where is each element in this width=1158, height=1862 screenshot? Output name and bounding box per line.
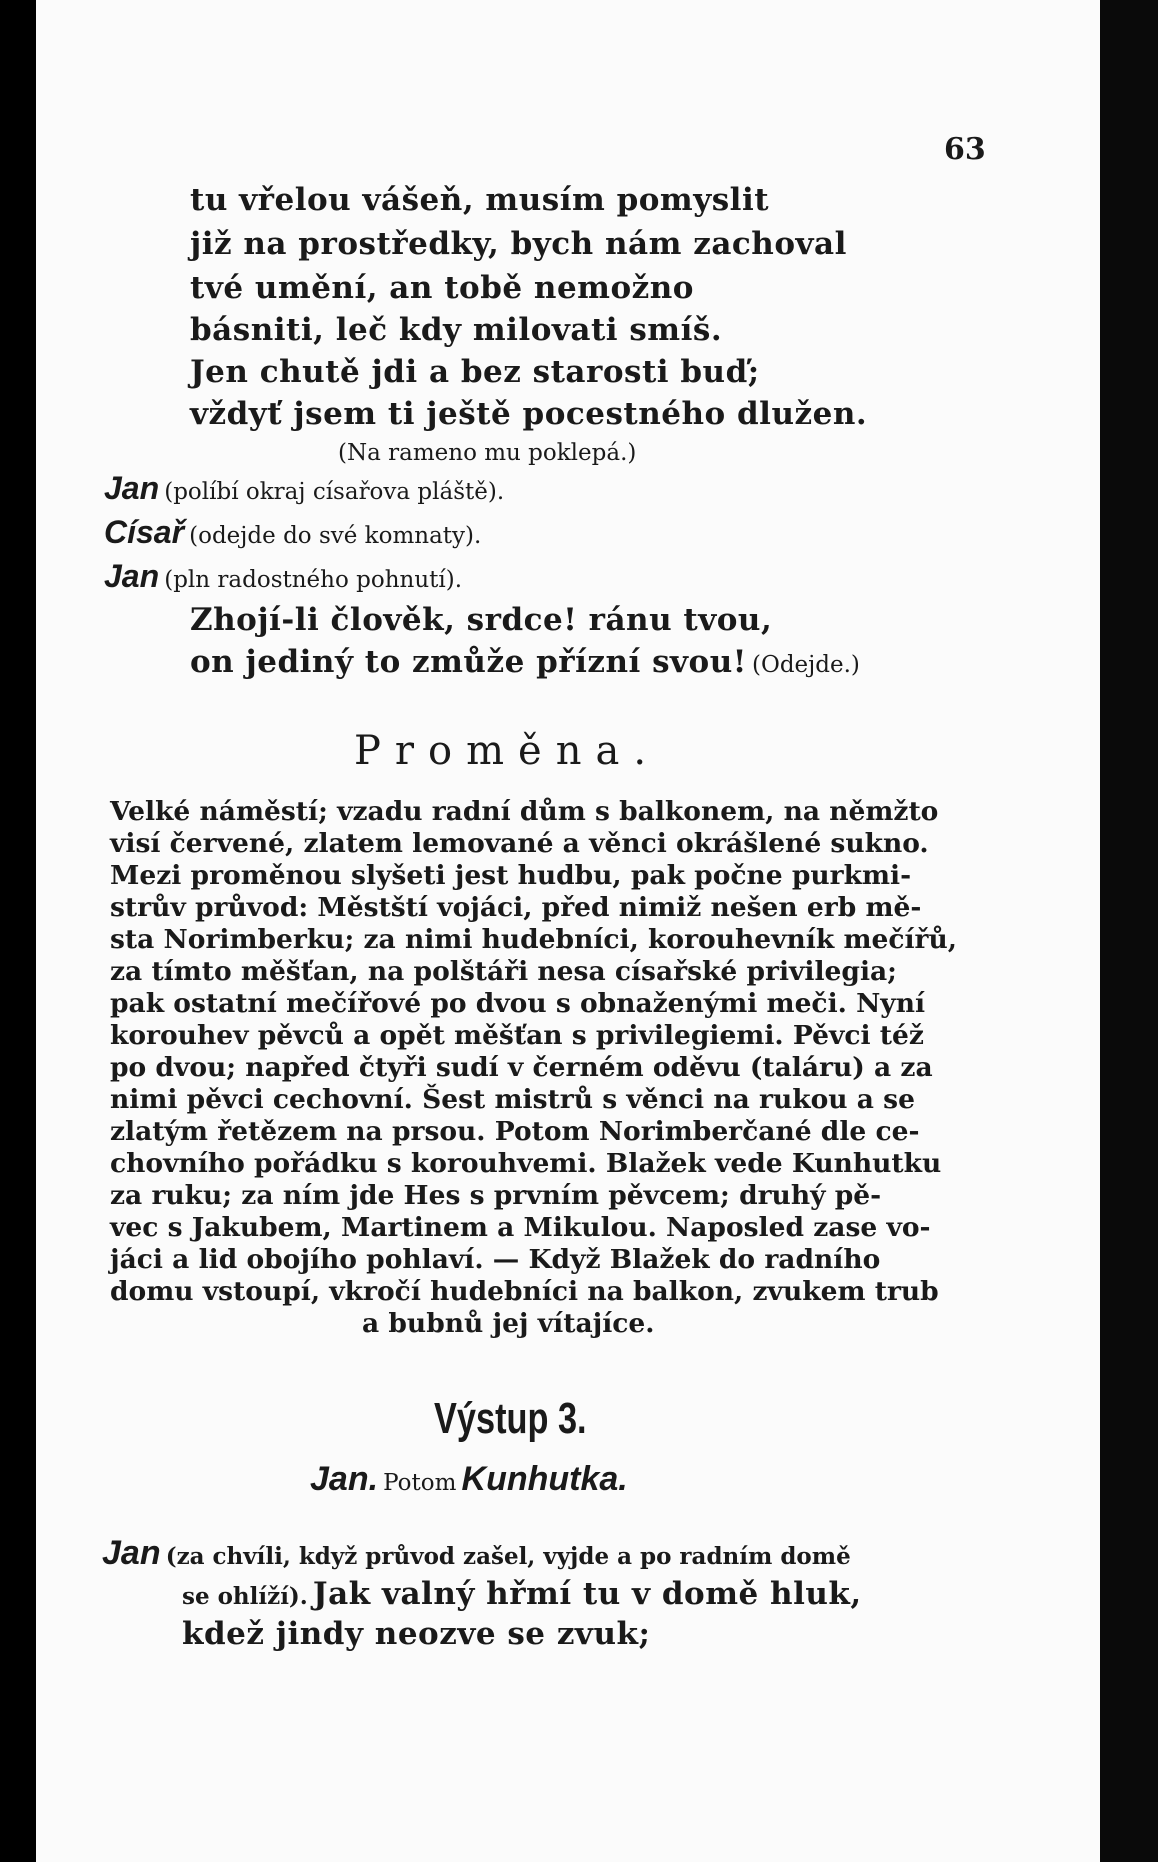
verse-line: Zhojí-li člověk, srdce! ránu tvou, <box>190 602 773 638</box>
stage-direction: (odejde do své komnaty). <box>189 523 482 549</box>
scene-heading: Výstup 3. <box>434 1394 587 1443</box>
cast-name: Kunhutka. <box>461 1460 628 1498</box>
prose-line: jáci a lid obojího pohlaví. — Když Blažek do radního <box>110 1244 881 1275</box>
scene-change-title: Proměna. <box>354 728 661 774</box>
speaker-name: Jan <box>102 1534 161 1572</box>
page-number: 63 <box>944 132 986 167</box>
verse-line: již na prostředky, bych nám zachoval <box>190 226 847 262</box>
prose-line: zlatým řetězem na prsou. Potom Norimberčané dle ce- <box>110 1116 920 1147</box>
book-page <box>36 0 1128 1862</box>
stage-direction: (Na rameno mu poklepá.) <box>338 440 637 466</box>
verse-line: vždyť jsem ti ještě pocestného dlužen. <box>190 396 868 432</box>
stage-direction: (za chvíli, když průvod zašel, vyjde a po radním domě <box>165 1543 851 1570</box>
verse-line: kdež jindy neozve se zvuk; <box>182 1616 651 1652</box>
prose-line: po dvou; napřed čtyři sudí v černém oděvu (taláru) a za <box>110 1052 933 1083</box>
prose-line: Mezi proměnou slyšeti jest hudbu, pak počne purkmi- <box>110 860 912 891</box>
prose-line: visí červené, zlatem lemované a věnci okrášlené sukno. <box>110 828 929 859</box>
speaker-line <box>102 1534 851 1573</box>
stage-direction: (políbí okraj císařova pláště). <box>164 479 505 505</box>
speaker-name: Jan <box>104 470 160 506</box>
verse-line: tu vřelou vášeň, musím pomyslit <box>190 182 770 218</box>
prose-line: korouhev pěvců a opět měšťan s privilegiemi. Pěvci též <box>110 1020 924 1051</box>
verse-line: Jen chutě jdi a bez starosti buď; <box>190 354 760 390</box>
page-edge-shadow <box>1100 0 1158 1862</box>
speaker-name: Císař <box>104 514 185 550</box>
prose-line: vec s Jakubem, Martinem a Mikulou. Naposled zase vo- <box>110 1212 931 1243</box>
speaker-line <box>104 514 481 551</box>
verse-text: Jak valný hřmí tu v domě hluk, <box>312 1576 862 1612</box>
prose-line: chovního pořádku s korouhvemi. Blažek vede Kunhutku <box>110 1148 942 1179</box>
prose-line: pak ostatní mečířové po dvou s obnaženými meči. Nyní <box>110 988 926 1019</box>
verse-line-with-exit <box>190 644 860 680</box>
prose-line: domu vstoupí, vkročí hudebníci na balkon, zvukem trub <box>110 1276 939 1307</box>
verse-line: tvé umění, an tobě nemožno <box>190 270 694 306</box>
stage-direction: (Odejde.) <box>751 652 860 678</box>
speaker-name: Jan <box>104 558 160 594</box>
prose-line: a bubnů jej vítajíce. <box>362 1308 655 1339</box>
prose-line: strův průvod: Městští vojáci, před nimiž nešen erb mě- <box>110 892 922 923</box>
speaker-line <box>104 558 462 595</box>
verse-text: on jediný to zmůže přízní svou! <box>190 644 747 680</box>
prose-line: Velké náměstí; vzadu radní dům s balkonem, na němžto <box>110 796 939 827</box>
prose-line: nimi pěvci cechovní. Šest mistrů s věnci na rukou a se <box>110 1084 915 1115</box>
scene-cast <box>310 1460 628 1499</box>
verse-line: básniti, leč kdy milovati smíš. <box>190 312 723 348</box>
stage-direction: se ohlíží). <box>182 1583 308 1610</box>
verse-line-with-direction <box>182 1576 862 1612</box>
speaker-line <box>104 470 504 507</box>
cast-name: Jan. <box>310 1460 379 1498</box>
cast-connector: Potom <box>383 1470 457 1496</box>
prose-line: za ruku; za ním jde Hes s prvním pěvcem; druhý pě- <box>110 1180 882 1211</box>
stage-direction: (pln radostného pohnutí). <box>164 567 463 593</box>
prose-line: sta Norimberku; za nimi hudebníci, korouhevník mečířů, <box>110 924 958 955</box>
prose-line: za tímto měšťan, na polštáři nesa císařské privilegia; <box>110 956 897 987</box>
